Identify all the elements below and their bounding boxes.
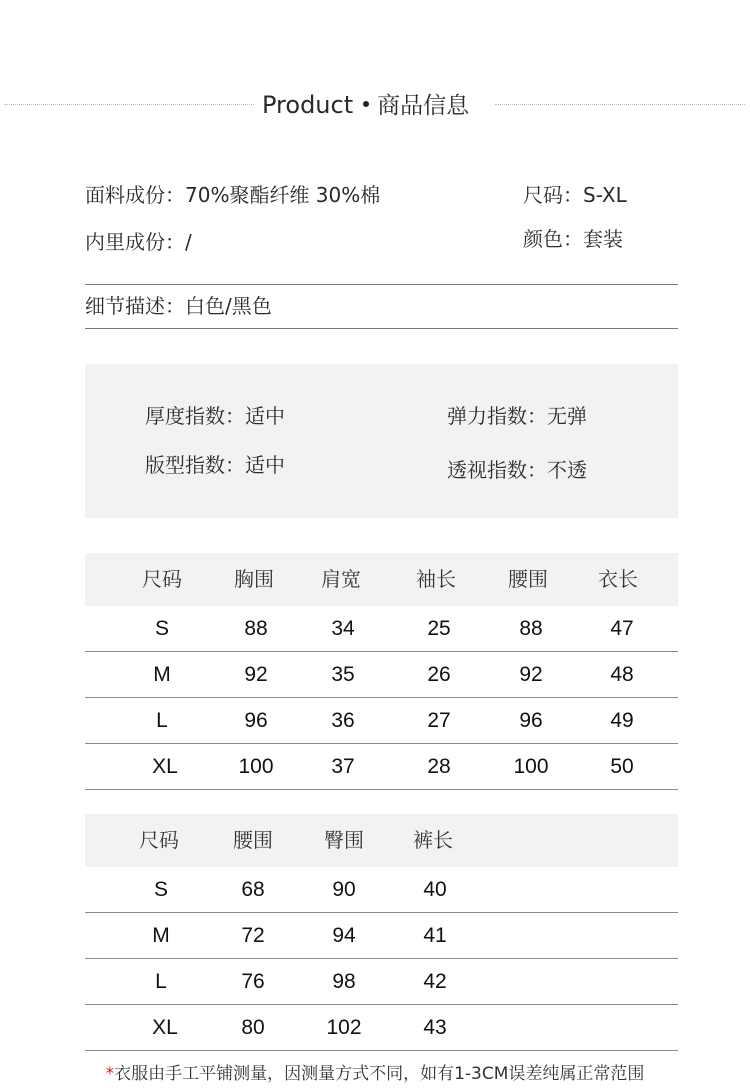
header-cell: 尺码 bbox=[142, 567, 182, 591]
table-cell: 43 bbox=[423, 1016, 447, 1039]
table-header bbox=[85, 814, 678, 867]
table-cell: 35 bbox=[331, 663, 355, 686]
table-cell: 40 bbox=[423, 878, 447, 901]
table-cell: M bbox=[153, 663, 171, 686]
table-row bbox=[85, 913, 678, 959]
divider bbox=[85, 328, 678, 329]
note-text: 衣服由手工平铺测量，因测量方式不同，如有1-3CM误差纯属正常范围 bbox=[114, 1064, 645, 1084]
title-dot bbox=[363, 101, 369, 107]
table-cell: 92 bbox=[519, 663, 543, 686]
table-row bbox=[85, 1005, 678, 1051]
header-cell: 臀围 bbox=[324, 828, 364, 852]
table-row bbox=[85, 698, 678, 744]
title-divider-right bbox=[495, 104, 745, 105]
header-cell: 腰围 bbox=[233, 828, 273, 852]
header-cell: 裤长 bbox=[413, 828, 453, 852]
header-cell: 胸围 bbox=[234, 567, 274, 591]
table-cell: L bbox=[156, 709, 168, 732]
table-cell: 27 bbox=[427, 709, 451, 732]
table-cell: 28 bbox=[427, 755, 451, 778]
header-cell: 腰围 bbox=[508, 567, 548, 591]
color-info: 颜色：套装 bbox=[523, 227, 623, 251]
table-header bbox=[85, 553, 678, 606]
table-cell: 48 bbox=[610, 663, 634, 686]
table-row bbox=[85, 744, 678, 790]
table-cell: 41 bbox=[423, 924, 447, 947]
table-cell: L bbox=[155, 970, 167, 993]
size-info: 尺码：S-XL bbox=[523, 183, 627, 207]
header-cell: 袖长 bbox=[416, 567, 456, 591]
page-title-en: Product bbox=[262, 91, 354, 119]
header-cell: 尺码 bbox=[139, 828, 179, 852]
table-cell: 34 bbox=[331, 617, 355, 640]
table-cell: 96 bbox=[244, 709, 268, 732]
table-cell: 92 bbox=[244, 663, 268, 686]
table-cell: 80 bbox=[241, 1016, 265, 1039]
table-row bbox=[85, 959, 678, 1005]
page-title-cn: 商品信息 bbox=[377, 93, 470, 119]
table-cell: S bbox=[154, 617, 169, 640]
divider bbox=[85, 284, 678, 285]
fit-index: 版型指数：适中 bbox=[145, 453, 285, 477]
bottom-size-table bbox=[85, 814, 678, 1051]
note-asterisk: * bbox=[105, 1064, 115, 1084]
fabric-info: 面料成份：70%聚酯纤维 30%棉 bbox=[85, 183, 381, 207]
title-divider-left bbox=[4, 104, 254, 105]
table-cell: 90 bbox=[332, 878, 356, 901]
measurement-note bbox=[0, 1062, 750, 1086]
top-size-table bbox=[85, 553, 678, 790]
table-row bbox=[85, 652, 678, 698]
table-cell: XL bbox=[152, 1016, 178, 1039]
table-cell: M bbox=[152, 924, 170, 947]
thickness-index: 厚度指数：适中 bbox=[145, 404, 285, 428]
table-cell: 49 bbox=[610, 709, 634, 732]
detail-info: 细节描述：白色/黑色 bbox=[85, 294, 272, 318]
table-cell: 102 bbox=[326, 1016, 362, 1039]
page-title bbox=[262, 88, 488, 122]
elasticity-index: 弹力指数：无弹 bbox=[447, 404, 587, 428]
table-row bbox=[85, 606, 678, 652]
table-cell: 96 bbox=[519, 709, 543, 732]
table-cell: XL bbox=[152, 755, 178, 778]
lining-info: 内里成份：/ bbox=[85, 230, 192, 254]
header-cell: 肩宽 bbox=[321, 567, 361, 591]
table-cell: 88 bbox=[244, 617, 268, 640]
table-cell: 37 bbox=[331, 755, 355, 778]
table-cell: 98 bbox=[332, 970, 356, 993]
table-cell: 94 bbox=[332, 924, 356, 947]
table-cell: 36 bbox=[331, 709, 355, 732]
table-cell: 76 bbox=[241, 970, 265, 993]
header-cell: 衣长 bbox=[598, 567, 638, 591]
table-cell: 42 bbox=[423, 970, 447, 993]
table-cell: 100 bbox=[238, 755, 274, 778]
indices-panel bbox=[85, 364, 678, 518]
table-cell: 68 bbox=[241, 878, 265, 901]
transparency-index: 透视指数：不透 bbox=[447, 458, 587, 482]
table-cell: 72 bbox=[241, 924, 265, 947]
table-cell: S bbox=[153, 878, 168, 901]
table-cell: 88 bbox=[519, 617, 543, 640]
table-row bbox=[85, 867, 678, 913]
table-cell: 47 bbox=[610, 617, 634, 640]
table-cell: 26 bbox=[427, 663, 451, 686]
table-cell: 25 bbox=[427, 617, 451, 640]
table-cell: 100 bbox=[513, 755, 549, 778]
table-cell: 50 bbox=[610, 755, 634, 778]
